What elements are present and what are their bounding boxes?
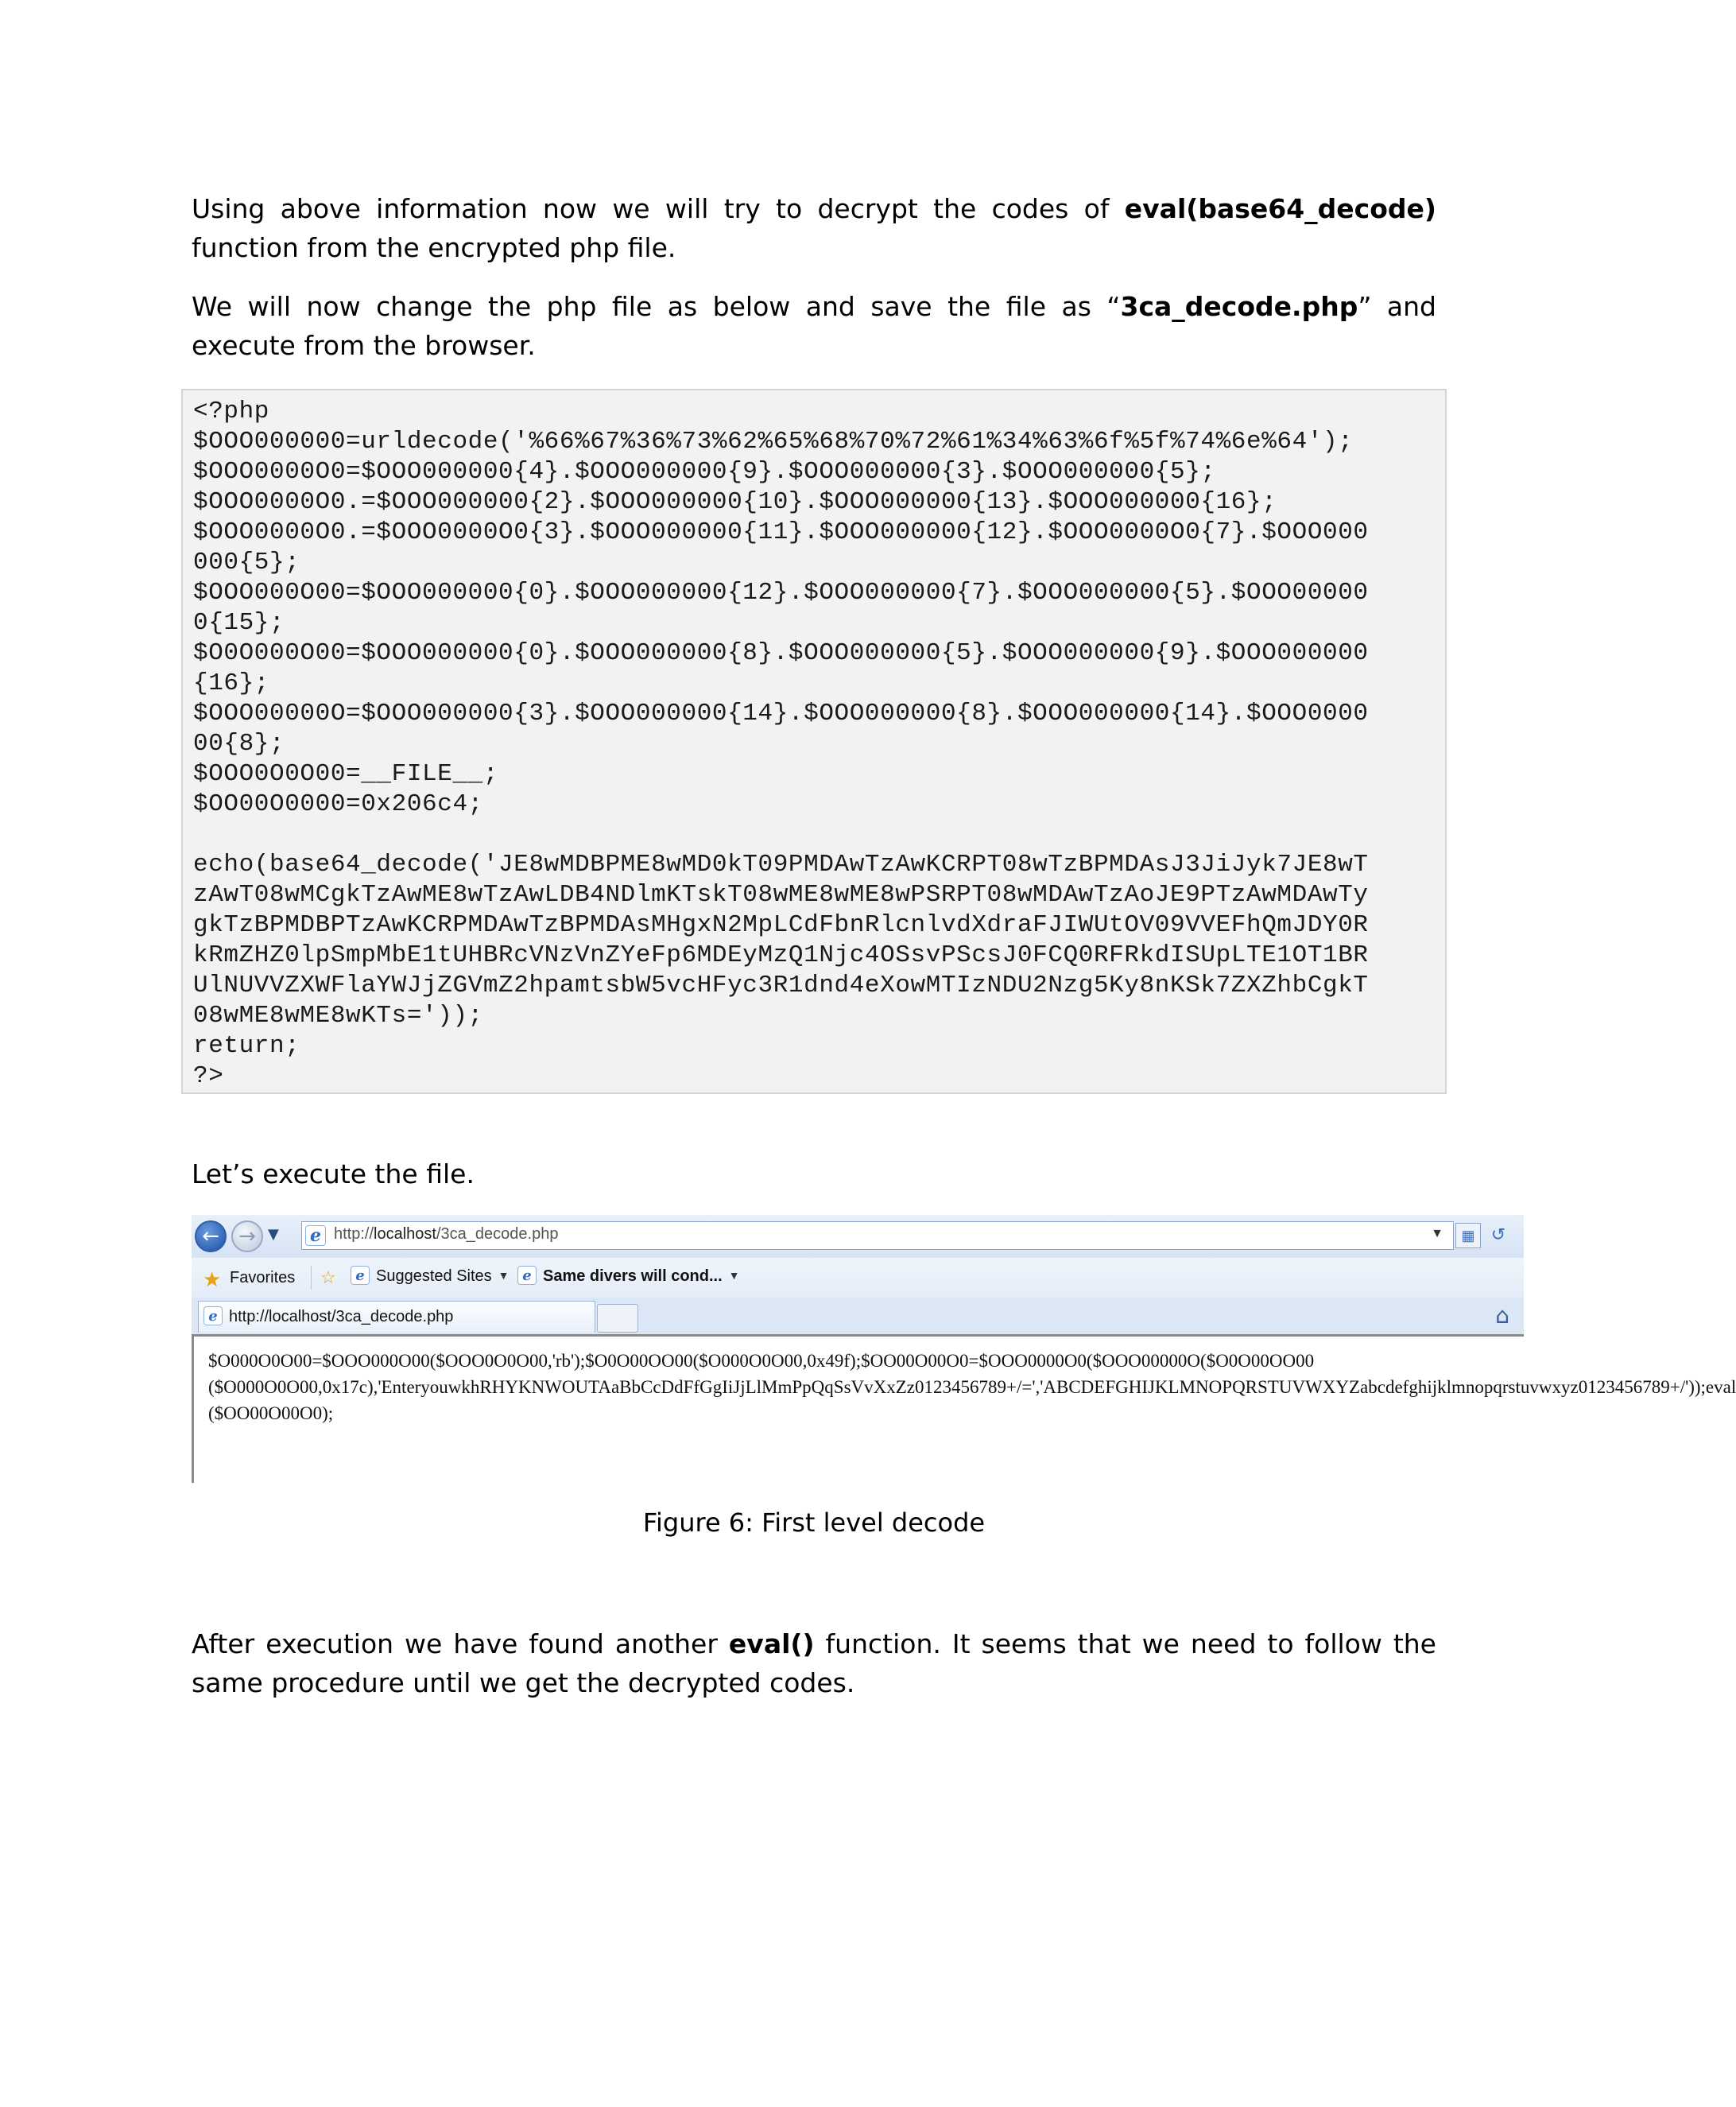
history-dropdown-icon[interactable]: ▼	[268, 1226, 279, 1243]
intro-text-end: function from the encrypted php file.	[192, 232, 676, 263]
tab-current[interactable]	[198, 1301, 595, 1333]
conclusion-bold-function: eval()	[728, 1628, 815, 1659]
filename-bold: 3ca_decode.php	[1120, 291, 1358, 322]
change-file-paragraph	[192, 287, 1436, 365]
php-code: <?php $OOO000000=urldecode('%66%67%36%73%62%65%68%70%72%61%34%63%6f%5f%74%6e%64'); $OOO0000O0=$OOO000000{4}.$OOO000000{9}.$OOO000000{3}.$OOO000000{5}; $OOO0000O0.=$OOO000000{2}.$OOO000000{10}.$OOO000000{13}.$OOO000000{16}; $OOO0000O0.=$OOO0000O0{3}.$OOO000000{11}.$OOO000000{12}.$OOO0000O0{7}.$OOO000 000{5}; $OOO000O00=$OOO000000{0}.$OOO000000{12}.$OOO000000{7}.$OOO000000{5}.$OOO00000 0{15}; $O0O000O00=$OOO000000{0}.$OOO000000{8}.$OOO000000{5}.$OOO000000{9}.$OOO000000 {16}; $OOO00000O=$OOO000000{3}.$OOO000000{14}.$OOO000000{8}.$OOO000000{14}.$OOO0000 00{8}; $OOO0O0O00=__FILE__; $OO00O0000=0x206c4; echo(base64_decode('JE8wMDBPME8wMD0kT09PMDAwTzAwKCRPT08wTzBPMDAsJ3JiJyk7JE8wT zAwT08wMCgkTzAwME8wTzAwLDB4NDlmKTskT08wME8wME8wPSRPT08wMDAwTzAoJE9PTzAwMDAwTy gkTzBPMDBPTzAwKCRPMDAwTzBPMDAsMHgxN2MpLCdFbnRlcnlvdXdraFJIWUtOV09VVEFhQmJDY0R kRmZHZ0lpSmpMbE1tUHBRcVNzVnZYeFp6MDEyMzQ1Njc4OSsvPScsJ0FCQ0RFRkdISUpLTE1OT1BR UlNUVVZXWFlaYWJjZGVmZ2hpamtsbW5vcHFyc3R1dnd4eXowMTIzNDU2Nzg5Ky8nKSk7ZXZhbCgkT 08wME8wME8wKTs=')); return; ?>	[193, 398, 1369, 1090]
decoded-output: $O000O0O00=$OOO000O00($OOO0O0O00,'rb');$O0O00OO00($O000O0O00,0x49f);$OO00O00O0=$OOO0000O0($OOO00000O($O0O00OO00 ($O000O0O00,0x17c),'EnteryouwkhRHYKNWOUTAaBbCcDdFfGgIiJjLlMmPpQqSsVvXxZz0123456789+/=','ABCDEFGHIJKLMNOPQRSTUVWXYZabcdefghijklmnopqrstuvwxyz0123456789+/'));eval ($OO00O00O0);	[208, 1351, 1736, 1423]
home-icon[interactable]: ⌂	[1495, 1302, 1509, 1329]
chevron-down-icon: ▼	[728, 1269, 740, 1282]
favorites-star-icon[interactable]: ★	[203, 1267, 222, 1291]
address-url-path: /3ca_decode.php	[436, 1225, 559, 1243]
refresh-icon[interactable]: ↺	[1490, 1225, 1506, 1245]
suggested-sites-button[interactable]	[351, 1266, 510, 1285]
favorites-separator	[311, 1266, 312, 1290]
intro-bold-function: eval(base64_decode)	[1124, 193, 1436, 224]
execute-paragraph: Let’s execute the file.	[192, 1158, 475, 1189]
favorites-bar	[192, 1258, 1524, 1298]
conclusion-paragraph	[192, 1624, 1436, 1702]
forward-arrow-icon[interactable]: →	[231, 1220, 263, 1252]
intro-text-start: Using above information now we will try to decrypt the codes of	[192, 193, 1125, 224]
address-url-prefix: http://	[334, 1225, 374, 1243]
favorite-link[interactable]	[517, 1266, 740, 1285]
address-url[interactable]	[334, 1225, 558, 1244]
favorites-button[interactable]: Favorites	[230, 1269, 296, 1286]
ie-link-icon: e	[351, 1266, 370, 1285]
ie-link-icon: e	[517, 1266, 537, 1285]
tab-title: http://localhost/3ca_decode.php	[229, 1308, 454, 1325]
compatibility-view-icon[interactable]: ▦	[1455, 1223, 1481, 1248]
figure-caption: Figure 6: First level decode	[642, 1507, 986, 1538]
change-text-start: We will now change the php file as below and save the file as “	[192, 291, 1121, 322]
address-bar[interactable]	[301, 1221, 1454, 1250]
tab-bar	[192, 1298, 1524, 1337]
address-dropdown-icon[interactable]: ▼	[1431, 1227, 1443, 1240]
browser-page-content	[192, 1337, 1736, 1483]
php-code-block	[181, 389, 1447, 1094]
browser-nav-bar	[192, 1215, 1524, 1259]
add-favorite-icon[interactable]: ☆	[320, 1267, 336, 1287]
intro-paragraph	[192, 189, 1436, 267]
ie-tab-icon: e	[203, 1306, 223, 1325]
back-arrow-icon[interactable]: ←	[195, 1220, 227, 1252]
conclusion-text-end: function. It seems that we need to follow the same procedure until we get the decrypted codes.	[192, 1628, 1436, 1698]
address-url-host: localhost	[374, 1225, 436, 1243]
browser-screenshot	[192, 1215, 1736, 1483]
chevron-down-icon: ▼	[498, 1269, 510, 1282]
change-text-end: ” and execute from the browser.	[192, 291, 1437, 361]
new-tab-button[interactable]	[597, 1304, 638, 1333]
favorite-link-label: Same divers will cond...	[543, 1267, 723, 1286]
conclusion-text-start: After execution we have found another	[192, 1628, 729, 1659]
ie-page-icon: e	[305, 1225, 326, 1246]
suggested-sites-label: Suggested Sites	[376, 1267, 492, 1286]
